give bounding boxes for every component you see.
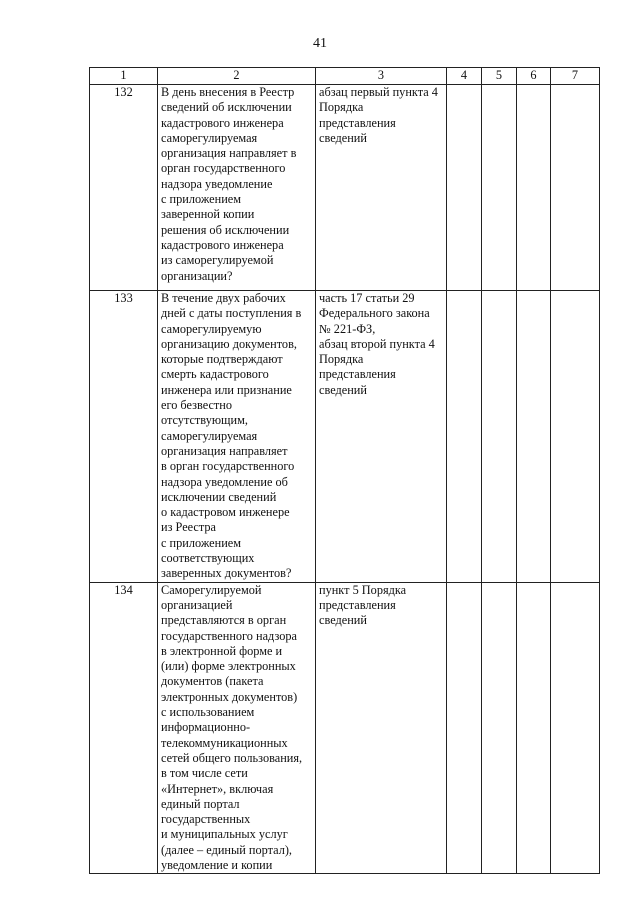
empty-cell-col-5	[482, 582, 517, 874]
legal-reference-line: сведений	[319, 382, 367, 397]
row-number: 133	[90, 291, 158, 583]
requirement-text-line: (или) форме электронных	[161, 659, 296, 674]
requirement-text-line: государственного надзора	[161, 628, 298, 643]
requirement-text-line: его безвестно	[161, 398, 233, 413]
empty-cell-col-5	[482, 85, 517, 291]
requirement-text-line: саморегулируемая	[161, 428, 258, 443]
legal-reference-line: сведений	[319, 130, 367, 145]
table-row	[90, 291, 600, 583]
requirement-text-line: В день внесения в Реестр	[161, 85, 295, 99]
column-header-5: 5	[482, 68, 517, 85]
empty-cell-col-6	[517, 291, 551, 583]
requirement-text-line: заверенной копии	[161, 207, 255, 222]
column-header-2: 2	[158, 68, 316, 85]
requirement-text-line: организации?	[161, 268, 233, 283]
legal-reference-line: Федерального закона	[319, 306, 430, 321]
legal-reference-line: Порядка	[319, 352, 364, 367]
requirement-text-line: орган государственного	[161, 161, 286, 176]
requirement-text-line: кадастрового инженера	[161, 237, 284, 252]
requirement-text-line: надзора уведомление об	[161, 474, 288, 489]
requirement-text-line: в орган государственного	[161, 459, 295, 474]
requirement-text-line: которые подтверждают	[161, 352, 283, 367]
requirement-text-line: организация направляет в	[161, 146, 297, 161]
requirement-text-line: исключении сведений	[161, 489, 277, 504]
empty-cell-col-5	[482, 291, 517, 583]
legal-reference-line: пункт 5 Порядка	[319, 582, 407, 597]
table-row	[90, 85, 600, 291]
requirement-text-line: в электронной форме и	[161, 643, 283, 658]
requirement-text-line: в том числе сети	[161, 766, 248, 781]
empty-cell-col-7	[551, 85, 600, 291]
requirement-text-line: инженера или признание	[161, 382, 292, 397]
empty-cell-col-7	[551, 291, 600, 583]
requirements-table	[89, 67, 600, 874]
row-number: 132	[90, 85, 158, 291]
requirement-text-line: организацию документов,	[161, 336, 297, 351]
page-number: 41	[313, 36, 327, 51]
requirement-text-line: В течение двух рабочих	[161, 291, 286, 305]
requirement-text-line: «Интернет», включая	[161, 781, 274, 796]
requirement-text-line: представляются в орган	[161, 613, 287, 628]
requirement-text-line: информационно-	[161, 720, 251, 735]
column-header-6: 6	[517, 68, 551, 85]
requirement-question-cell	[158, 582, 316, 874]
requirement-text-line: дней с даты поступления в	[161, 306, 302, 321]
requirement-text-line: кадастрового инженера	[161, 115, 284, 130]
requirement-text-line: из Реестра	[161, 520, 216, 535]
requirement-text-line: из саморегулируемой	[161, 253, 274, 268]
requirement-text-line: решения об исключении	[161, 222, 290, 237]
requirement-question-cell	[158, 291, 316, 583]
legal-reference-line: представления	[319, 597, 396, 612]
empty-cell-col-4	[447, 85, 482, 291]
legal-reference-line: абзац второй пункта 4	[319, 336, 435, 351]
legal-reference-line: часть 17 статьи 29	[319, 291, 415, 305]
requirement-text-line: с приложением	[161, 192, 242, 207]
empty-cell-col-4	[447, 582, 482, 874]
legal-reference-line: № 221-ФЗ,	[319, 321, 376, 336]
requirement-text-line: соответствующих	[161, 551, 255, 566]
requirement-text-line: саморегулируемая	[161, 130, 258, 145]
requirement-text-line: электронных документов)	[161, 689, 298, 704]
requirement-text-line: государственных	[161, 812, 251, 827]
legal-reference-cell	[316, 291, 447, 583]
requirement-text-line: организацией	[161, 597, 233, 612]
empty-cell-col-6	[517, 582, 551, 874]
requirement-text-line: саморегулируемую	[161, 321, 262, 336]
table-row	[90, 582, 600, 874]
requirement-question-cell	[158, 85, 316, 291]
legal-reference-line: представления	[319, 115, 396, 130]
requirement-text-line: единый портал	[161, 796, 240, 811]
row-number: 134	[90, 582, 158, 874]
requirement-text-line: отсутствующим,	[161, 413, 248, 428]
column-header-7: 7	[551, 68, 600, 85]
empty-cell-col-4	[447, 291, 482, 583]
legal-reference-line: абзац первый пункта 4	[319, 85, 438, 99]
requirement-text-line: уведомление и копии	[161, 857, 273, 872]
requirement-text-line: о кадастровом инженере	[161, 505, 290, 520]
requirement-text-line: заверенных документов?	[161, 566, 292, 581]
legal-reference-line: сведений	[319, 613, 367, 628]
column-header-3: 3	[316, 68, 447, 85]
legal-reference-line: представления	[319, 367, 396, 382]
column-header-1: 1	[90, 68, 158, 85]
empty-cell-col-6	[517, 85, 551, 291]
requirement-text-line: Саморегулируемой	[161, 582, 262, 597]
table-header-row	[90, 68, 600, 85]
requirement-text-line: организация направляет	[161, 443, 288, 458]
requirement-text-line: телекоммуникационных	[161, 735, 288, 750]
legal-reference-cell	[316, 85, 447, 291]
requirement-text-line: с приложением	[161, 535, 242, 550]
empty-cell-col-7	[551, 582, 600, 874]
legal-reference-cell	[316, 582, 447, 874]
requirement-text-line: смерть кадастрового	[161, 367, 269, 382]
requirement-text-line: надзора уведомление	[161, 176, 273, 191]
requirement-text-line: с использованием	[161, 705, 255, 720]
requirement-text-line: и муниципальных услуг	[161, 827, 288, 842]
requirement-text-line: документов (пакета	[161, 674, 264, 689]
legal-reference-line: Порядка	[319, 100, 364, 115]
requirement-text-line: сетей общего пользования,	[161, 750, 303, 765]
requirement-text-line: (далее – единый портал),	[161, 842, 293, 857]
requirement-text-line: сведений об исключении	[161, 100, 292, 115]
column-header-4: 4	[447, 68, 482, 85]
